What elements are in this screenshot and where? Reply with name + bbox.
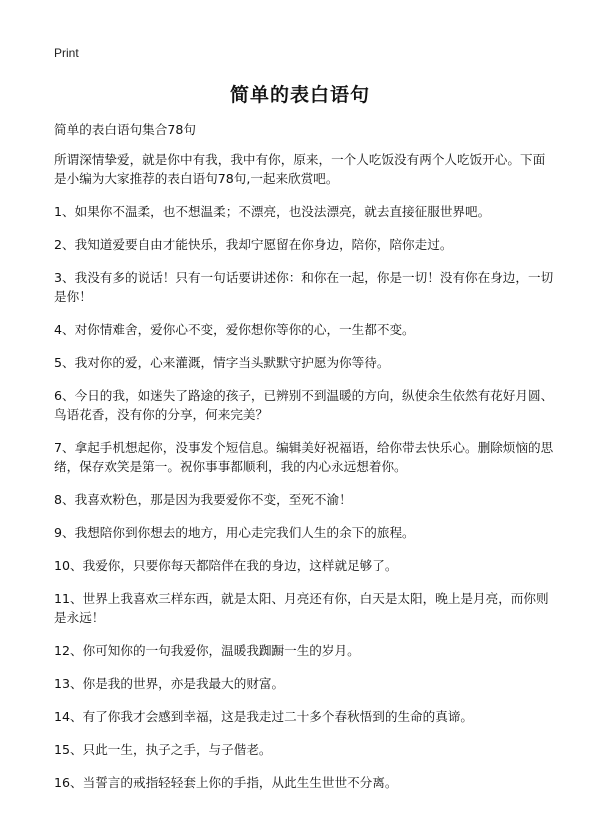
list-item: 14、有了你我才会感到幸福，这是我走过二十多个春秋悟到的生命的真谛。 xyxy=(54,709,474,724)
list-item: 13、你是我的世界，亦是我最大的财富。 xyxy=(54,676,285,691)
list-item: 6、今日的我，如迷失了路途的孩子，已辨别不到温暖的方向，纵使余生依然有花好月圆、鸟语花香，没有你的分享，何来完美？ xyxy=(54,388,554,422)
page-title: 简单的表白语句 xyxy=(229,84,370,106)
list-item: 4、对你情难舍，爱你心不变，爱你想你等你的心，一生都不变。 xyxy=(54,322,415,337)
article-body xyxy=(54,120,554,806)
list-item: 8、我喜欢粉色，那是因为我要爱你不变，至死不渝！ xyxy=(54,492,352,507)
list-item: 15、只此一生，执子之手，与子偕老。 xyxy=(54,742,272,757)
quote-list xyxy=(54,202,554,792)
list-item: 2、我知道爱要自由才能快乐，我却宁愿留在你身边，陪你，陪你走过。 xyxy=(54,237,453,252)
list-item: 3、我没有多的说话！只有一句话要讲述你：和你在一起，你是一切！没有你在身边，一切是你！ xyxy=(54,270,554,304)
list-item: 10、我爱你，只要你每天都陪伴在我的身边，这样就足够了。 xyxy=(54,558,398,573)
list-item: 7、拿起手机想起你，没事发个短信息。编辑美好祝福语，给你带去快乐心。删除烦恼的思绪，保存欢笑是第一。祝你事事都顺利，我的内心永远想着你。 xyxy=(54,440,554,474)
list-item: 16、当誓言的戒指轻轻套上你的手指，从此生生世世不分离。 xyxy=(54,775,398,790)
list-item: 1、如果你不温柔，也不想温柔；不漂亮，也没法漂亮，就去直接征服世界吧。 xyxy=(54,204,491,219)
print-link[interactable]: Print xyxy=(54,46,79,60)
list-item: 9、我想陪你到你想去的地方，用心走完我们人生的余下的旅程。 xyxy=(54,525,415,540)
list-item: 12、你可知你的一句我爱你，温暖我踟蹰一生的岁月。 xyxy=(54,643,360,658)
intro-paragraph: 所谓深情挚爱，就是你中有我，我中有你，原来，一个人吃饭没有两个人吃饭开心。下面是小编为大家推荐的表白语句78句,一起来欣赏吧。 xyxy=(54,152,546,186)
list-item: 5、我对你的爱，心来灌溉，情字当头默默守护愿为你等待。 xyxy=(54,355,390,370)
list-item: 11、世界上我喜欢三样东西，就是太阳、月亮还有你，白天是太阳，晚上是月亮，而你则是永远！ xyxy=(54,591,549,625)
article-subtitle: 简单的表白语句集合78句 xyxy=(54,122,196,137)
